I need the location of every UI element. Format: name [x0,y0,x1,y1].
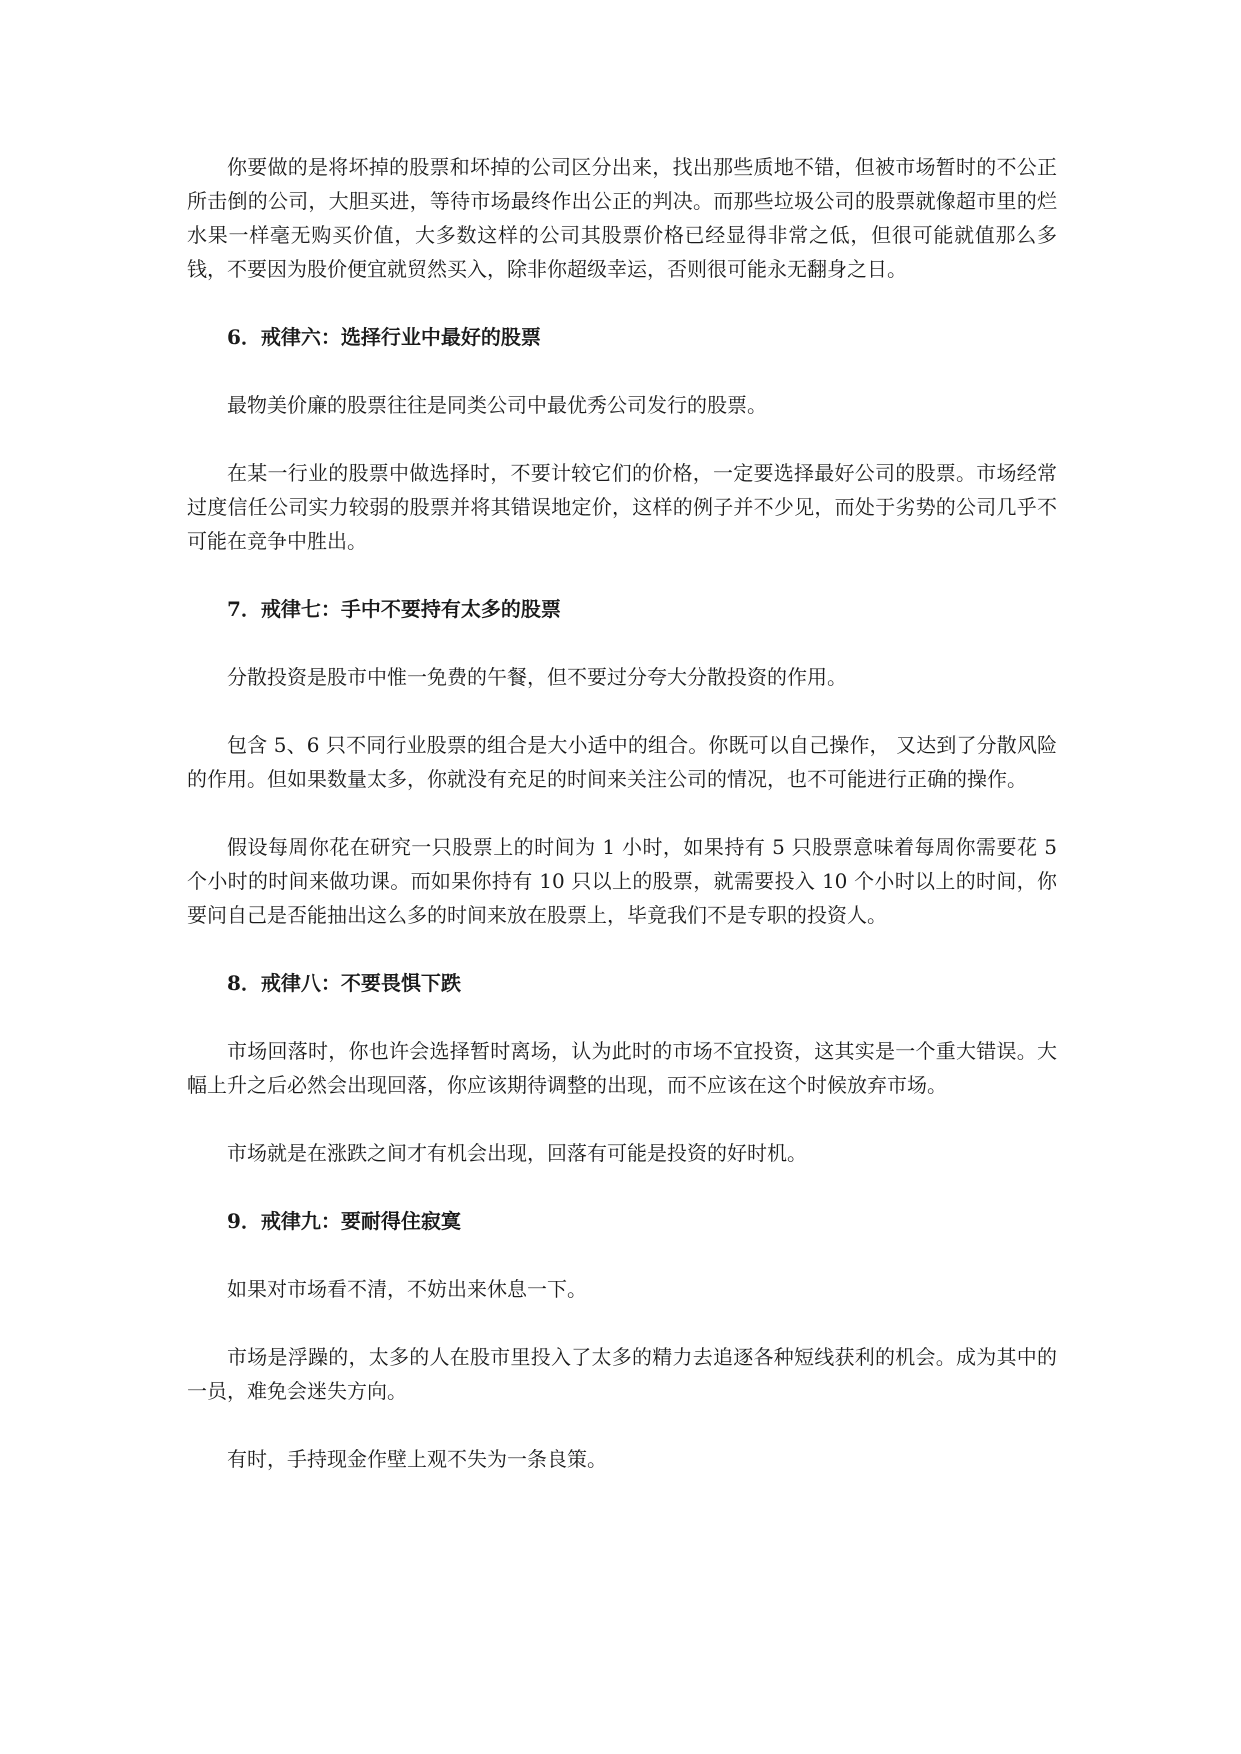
spacer [187,286,1057,320]
spacer [187,1170,1057,1204]
paragraph-diversification: 分散投资是股市中惟一免费的午餐，但不要过分夸大分散投资的作用。 [227,665,847,689]
paragraph-take-break: 如果对市场看不清，不妨出来休息一下。 [227,1277,587,1301]
paragraph-impatient-market: 市场是浮躁的，太多的人在股市里投入了太多的精力去追逐各种短线获利的机会。成为其中的一员，难免会迷失方向。 [187,1345,1057,1403]
spacer [187,1238,1057,1272]
spacer [187,932,1057,966]
heading-rule-9: 9．戒律九：要耐得住寂寞 [227,1209,461,1233]
spacer [187,626,1057,660]
paragraph-industry-choice: 在某一行业的股票中做选择时，不要计较它们的价格，一定要选择最好公司的股票。市场经常过度信任公司实力较弱的股票并将其错误地定价，这样的例子并不少见，而处于劣势的公司几乎不可能在竞争中胜出。 [187,461,1057,553]
spacer [187,1000,1057,1034]
heading-rule-8: 8．戒律八：不要畏惧下跌 [227,971,461,995]
spacer [187,1102,1057,1136]
heading-rule-7: 7．戒律七：手中不要持有太多的股票 [227,597,561,621]
spacer [187,796,1057,830]
spacer [187,1306,1057,1340]
spacer [187,422,1057,456]
paragraph-opportunity: 市场就是在涨跌之间才有机会出现，回落有可能是投资的好时机。 [227,1141,807,1165]
spacer [187,1408,1057,1442]
paragraph-bad-stocks: 你要做的是将坏掉的股票和坏掉的公司区分出来，找出那些质地不错，但被市场暂时的不公正所击倒的公司，大胆买进，等待市场最终作出公正的判决。而那些垃圾公司的股票就像超市里的烂水果一样毫无购买价值，大多数这样的公司其股票价格已经显得非常之低，但很可能就值那么多钱，不要因为股价便宜就贸然买入，除非你超级幸运，否则很可能永无翻身之日。 [187,155,1057,281]
heading-rule-6: 6．戒律六：选择行业中最好的股票 [227,325,541,349]
paragraph-hold-cash: 有时，手持现金作壁上观不失为一条良策。 [227,1447,607,1471]
paragraph-best-value: 最物美价廉的股票往往是同类公司中最优秀公司发行的股票。 [227,393,767,417]
paragraph-time-cost: 假设每周你花在研究一只股票上的时间为 1 小时，如果持有 5 只股票意味着每周你需要花 5 个小时的时间来做功课。而如果你持有 10 只以上的股票，就需要投入 10 个小时以上的时间，你要问自己是否能抽出这么多的时间来放在股票上，毕竟我们不是专职的投资人。 [187,835,1057,927]
spacer [187,354,1057,388]
spacer [187,558,1057,592]
document-page [187,150,1057,1476]
paragraph-portfolio-size: 包含 5、6 只不同行业股票的组合是大小适中的组合。你既可以自己操作， 又达到了分散风险的作用。但如果数量太多，你就没有充足的时间来关注公司的情况，也不可能进行正确的操作。 [187,733,1057,791]
spacer [187,694,1057,728]
paragraph-market-drop: 市场回落时，你也许会选择暂时离场，认为此时的市场不宜投资，这其实是一个重大错误。大幅上升之后必然会出现回落，你应该期待调整的出现，而不应该在这个时候放弃市场。 [187,1039,1057,1097]
